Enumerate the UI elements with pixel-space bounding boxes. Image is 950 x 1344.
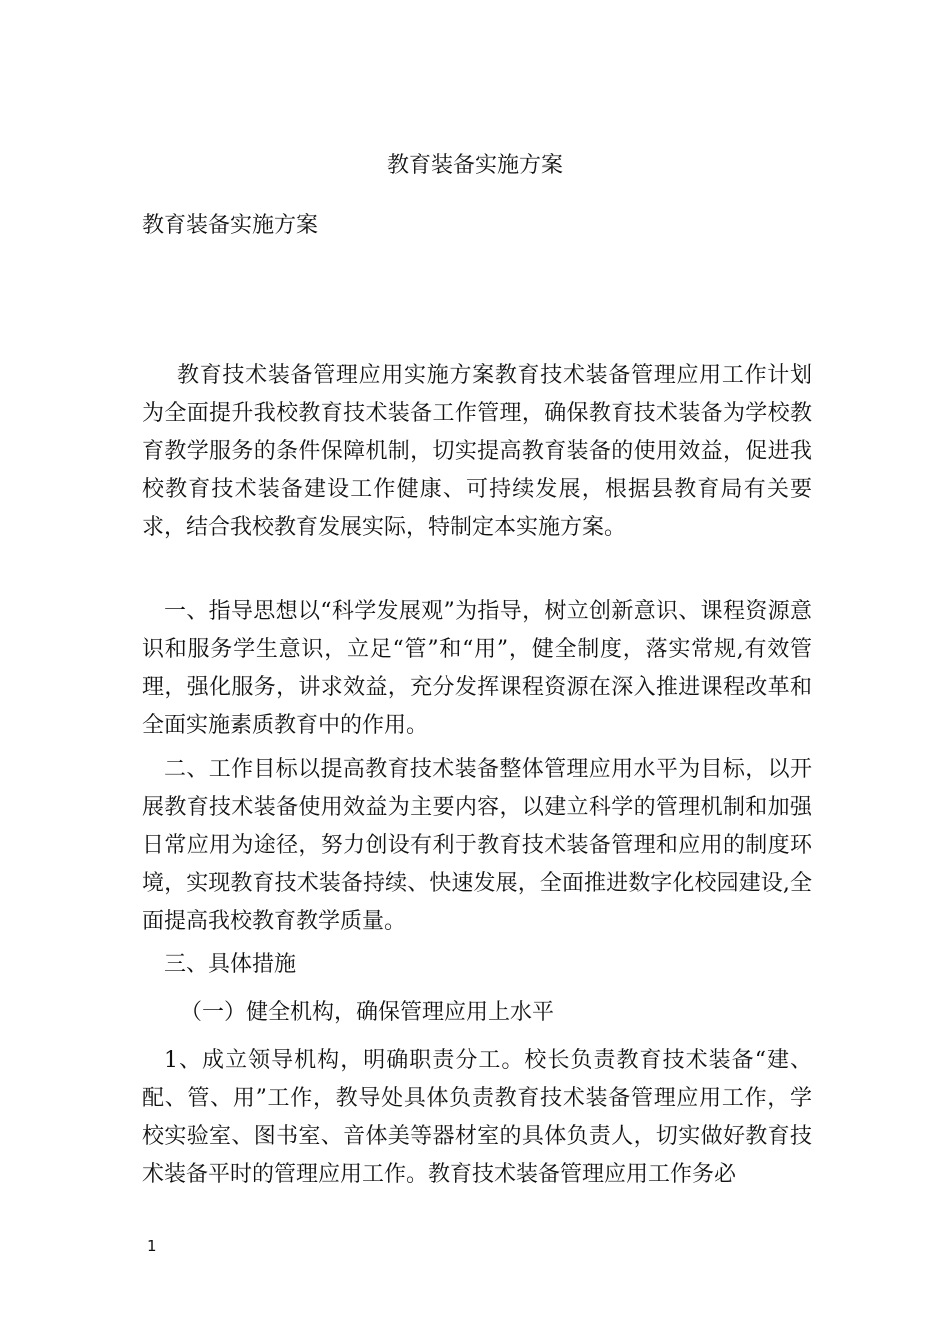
section-work-goals: 二、工作目标以提高教育技术装备整体管理应用水平为目标，以开展教育技术装备使用效益为主要内容，以建立科学的管理机制和加强日常应用为途径，努力创设有利于教育技术装备管理和应用的制度环境，实现教育技术装备持续、快速发展，全面推进数字化校园建设,全面提高我校教育教学质量。 — [142, 757, 812, 934]
page-number: 1 — [147, 1237, 157, 1255]
item-leadership-paragraph: 1、成立领导机构，明确职责分工。校长负责教育技术装备“建、配、管、用”工作，教导处具体负责教育技术装备管理应用工作，学校实验室、图书室、音体美等器材室的具体负责人，切实做好教育技术装备平时的管理应用工作。教育技术装备管理应用工作务必 — [142, 1048, 812, 1187]
document-title: 教育装备实施方案 — [386, 153, 563, 178]
intro-paragraph: 教育技术装备管理应用实施方案教育技术装备管理应用工作计划为全面提升我校教育技术装备工作管理，确保教育技术装备为学校教育教学服务的条件保障机制，切实提高教育装备的使用效益，促进我校教育技术装备建设工作健康、可持续发展，根据县教育局有关要求，结合我校教育发展实际，特制定本实施方案。 — [142, 363, 812, 540]
document-subtitle: 教育装备实施方案 — [142, 213, 319, 238]
section-guiding-ideology: 一、指导思想以“科学发展观”为指导，树立创新意识、课程资源意识和服务学生意识，立足“管”和“用”，健全制度，落实常规,有效管理，强化服务，讲求效益，充分发挥课程资源在深入推进课程改革和全面实施素质教育中的作用。 — [142, 599, 812, 738]
section-specific-measures-heading: 三、具体措施 — [164, 952, 297, 977]
subsection-organization-heading: （一）健全机构，确保管理应用上水平 — [180, 1000, 555, 1025]
